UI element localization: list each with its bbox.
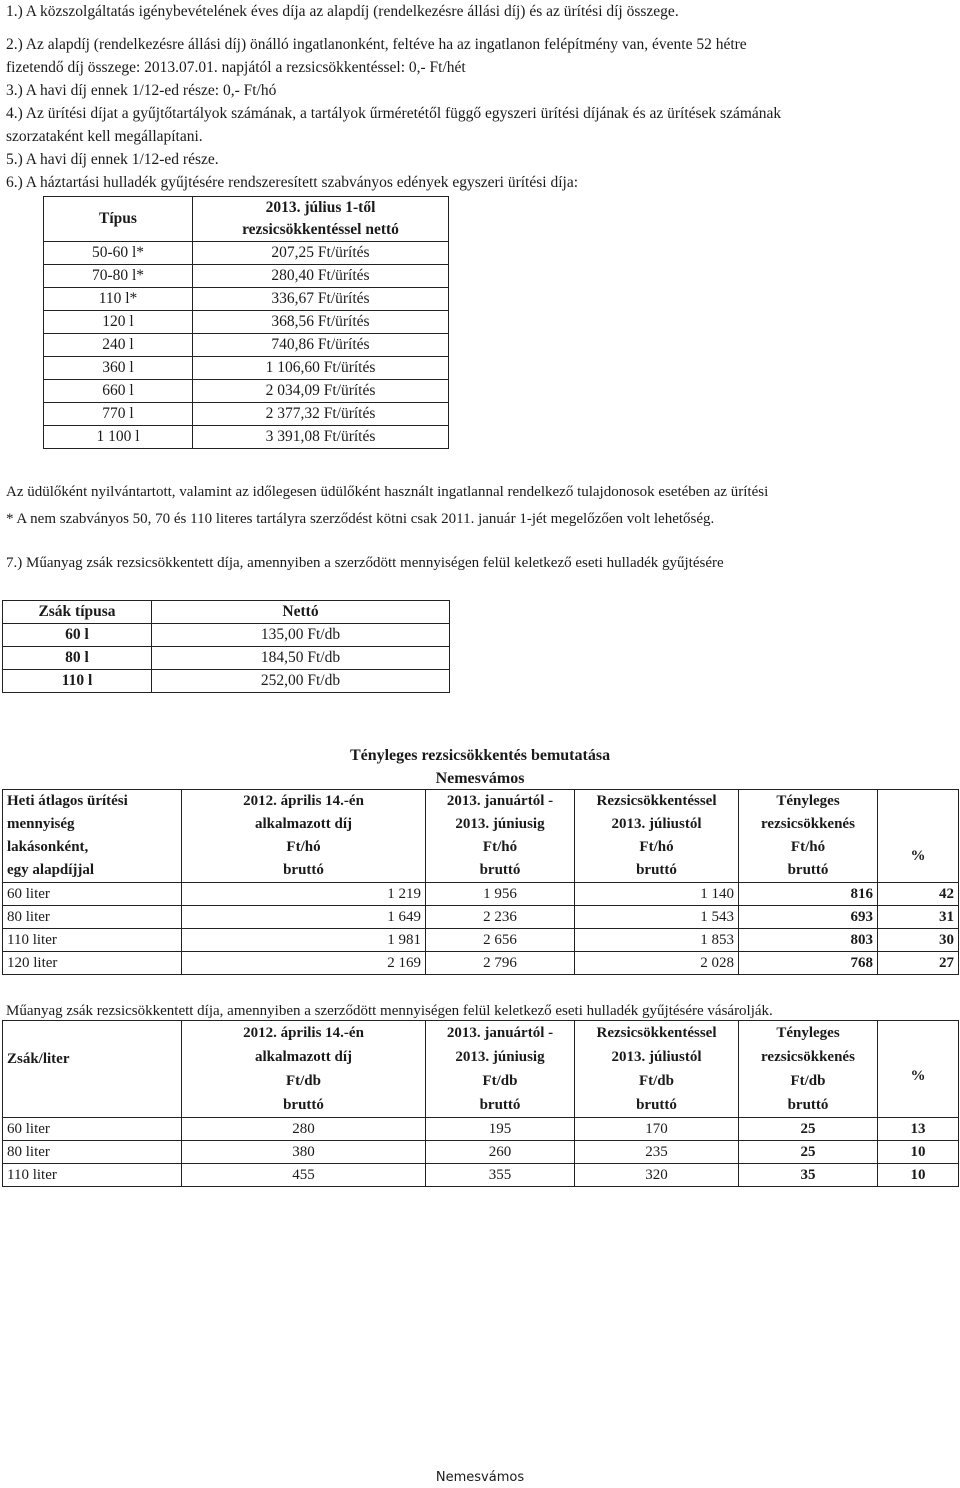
cell-v1: 380 — [182, 1141, 426, 1164]
cell-v2: 355 — [426, 1164, 575, 1187]
cell-diff: 816 — [739, 883, 878, 906]
header-bag-col-3: 2013. januártól - 2013. júniusig Ft/db bruttó — [426, 1021, 575, 1118]
cell-label: 60 liter — [3, 883, 182, 906]
table-row — [44, 426, 449, 449]
intro-line-5: 4.) Az ürítési díjat a gyűjtőtartályok számának, a tartályok űrméretétől függő egyszeri ürítési díjának és az ürítések számának — [6, 105, 782, 122]
note-holiday: Az üdülőként nyilvántartott, valamint az időlegesen üdülőként használt ingatlannal rendelkező tulajdonosok esetében az ürítési — [6, 484, 769, 500]
cell-type: 70-80 l* — [44, 265, 193, 288]
cell-v1: 455 — [182, 1164, 426, 1187]
cell-diff: 693 — [739, 906, 878, 929]
cell-v3: 320 — [575, 1164, 739, 1187]
demo-table — [2, 789, 959, 975]
cell-label: 80 liter — [3, 906, 182, 929]
page-footer: Nemesvámos — [435, 1470, 525, 1485]
cell-diff: 768 — [739, 952, 878, 975]
cell-v3: 1 543 — [575, 906, 739, 929]
cell-type: 240 l — [44, 334, 193, 357]
bin-fee-table — [43, 196, 449, 449]
demo-title: Tényleges rezsicsökkentés bemutatása — [349, 747, 611, 764]
cell-type: 60 l — [3, 624, 152, 647]
cell-value: 3 391,08 Ft/ürítés — [193, 426, 449, 449]
table-row — [44, 265, 449, 288]
cell-type: 770 l — [44, 403, 193, 426]
item-7: 7.) Műanyag zsák rezsicsökkentett díja, amennyiben a szerződött mennyiségen felül keletkező eseti hulladék gyűjtésére — [6, 555, 724, 571]
header-col-4: Rezsicsökkentéssel 2013. júliustól Ft/hó bruttó — [575, 790, 739, 883]
table-row — [44, 357, 449, 380]
cell-type: 80 l — [3, 647, 152, 670]
note-star: * A nem szabványos 50, 70 és 110 literes tartályra szerződést kötni csak 2011. január 1-jét megelőzően volt lehetőség. — [6, 511, 715, 527]
cell-type: 360 l — [44, 357, 193, 380]
header-value-line-1: 2013. július 1-től — [193, 197, 449, 220]
cell-diff: 803 — [739, 929, 878, 952]
cell-pct: 42 — [878, 883, 959, 906]
header-bag-col-2: 2012. április 14.-én alkalmazott díj Ft/db bruttó — [182, 1021, 426, 1118]
cell-v1: 1 219 — [182, 883, 426, 906]
cell-value: 252,00 Ft/db — [152, 670, 450, 693]
table-row — [44, 403, 449, 426]
header-bag-col-4: Rezsicsökkentéssel 2013. júliustól Ft/db bruttó — [575, 1021, 739, 1118]
table-row — [3, 624, 450, 647]
cell-pct: 31 — [878, 906, 959, 929]
intro-line-7: 5.) A havi díj ennek 1/12-ed része. — [6, 151, 219, 168]
cell-value: 2 034,09 Ft/ürítés — [193, 380, 449, 403]
table-header-row — [3, 790, 959, 883]
table-row — [3, 1118, 959, 1141]
table-row — [3, 647, 450, 670]
cell-diff: 25 — [739, 1118, 878, 1141]
cell-type: 1 100 l — [44, 426, 193, 449]
cell-v2: 260 — [426, 1141, 575, 1164]
table-header-row — [3, 601, 450, 624]
header-bag-pct: % — [878, 1021, 959, 1118]
cell-pct: 13 — [878, 1118, 959, 1141]
table-header-row — [44, 197, 449, 220]
cell-label: 110 liter — [3, 929, 182, 952]
table-row — [44, 288, 449, 311]
cell-v3: 1 853 — [575, 929, 739, 952]
cell-v3: 235 — [575, 1141, 739, 1164]
header-col-2: 2012. április 14.-én alkalmazott díj Ft/hó bruttó — [182, 790, 426, 883]
cell-diff: 35 — [739, 1164, 878, 1187]
cell-v2: 195 — [426, 1118, 575, 1141]
cell-v2: 2 656 — [426, 929, 575, 952]
cell-pct: 10 — [878, 1141, 959, 1164]
header-col-1: Heti átlagos ürítési mennyiség lakásonként, egy alapdíjjal — [3, 790, 182, 883]
header-bag-col-5: Tényleges rezsicsökkenés Ft/db bruttó — [739, 1021, 878, 1118]
cell-v1: 1 981 — [182, 929, 426, 952]
table-row — [3, 670, 450, 693]
cell-value: 336,67 Ft/ürítés — [193, 288, 449, 311]
cell-type: 110 l — [3, 670, 152, 693]
cell-pct: 10 — [878, 1164, 959, 1187]
intro-line-4: 3.) A havi díj ennek 1/12-ed része: 0,- Ft/hó — [6, 82, 277, 99]
cell-type: 120 l — [44, 311, 193, 334]
header-col-5: Tényleges rezsicsökkenés Ft/hó bruttó — [739, 790, 878, 883]
intro-line-8: 6.) A háztartási hulladék gyűjtésére rendszeresített szabványos edények egyszeri ürítési díja: — [6, 174, 579, 191]
cell-v1: 2 169 — [182, 952, 426, 975]
cell-v1: 280 — [182, 1118, 426, 1141]
table-row — [3, 1164, 959, 1187]
cell-label: 120 liter — [3, 952, 182, 975]
table-row — [44, 334, 449, 357]
cell-label: 110 liter — [3, 1164, 182, 1187]
cell-v3: 1 140 — [575, 883, 739, 906]
cell-value: 280,40 Ft/ürítés — [193, 265, 449, 288]
header-bag-col-1: Zsák/liter — [3, 1021, 182, 1118]
table-row — [44, 311, 449, 334]
header-bag-type: Zsák típusa — [3, 601, 152, 624]
cell-v2: 1 956 — [426, 883, 575, 906]
intro-line-1: 1.) A közszolgáltatás igénybevételének éves díja az alapdíj (rendelkezésre állási díj) és az ürítési díj összege. — [6, 3, 679, 20]
cell-v3: 170 — [575, 1118, 739, 1141]
cell-value: 135,00 Ft/db — [152, 624, 450, 647]
cell-type: 660 l — [44, 380, 193, 403]
table-row — [44, 242, 449, 265]
table-row — [44, 380, 449, 403]
cell-value: 207,25 Ft/ürítés — [193, 242, 449, 265]
cell-v1: 1 649 — [182, 906, 426, 929]
intro-line-6: szorzataként kell megállapítani. — [6, 128, 203, 145]
bag-fee-table — [2, 600, 450, 693]
cell-value: 368,56 Ft/ürítés — [193, 311, 449, 334]
table-header-row — [3, 1021, 959, 1118]
cell-label: 80 liter — [3, 1141, 182, 1164]
table-row — [3, 952, 959, 975]
cell-pct: 27 — [878, 952, 959, 975]
demo-subtitle: Nemesvámos — [435, 770, 525, 787]
bag-demo-table — [2, 1020, 959, 1187]
table-row — [3, 929, 959, 952]
intro-line-2: 2.) Az alapdíj (rendelkezésre állási díj) önálló ingatlanonként, feltéve ha az ingatlanon felépítmény van, évente 52 hétre — [6, 36, 747, 53]
header-col-3: 2013. januártól - 2013. júniusig Ft/hó bruttó — [426, 790, 575, 883]
header-bag-value: Nettó — [152, 601, 450, 624]
header-pct: % — [878, 790, 959, 883]
cell-value: 2 377,32 Ft/ürítés — [193, 403, 449, 426]
cell-value: 740,86 Ft/ürítés — [193, 334, 449, 357]
table-row — [3, 906, 959, 929]
cell-v2: 2 236 — [426, 906, 575, 929]
cell-label: 60 liter — [3, 1118, 182, 1141]
cell-value: 184,50 Ft/db — [152, 647, 450, 670]
cell-v3: 2 028 — [575, 952, 739, 975]
cell-v2: 2 796 — [426, 952, 575, 975]
cell-type: 110 l* — [44, 288, 193, 311]
header-value-line-2: rezsicsökkentéssel nettó — [193, 219, 449, 242]
table-row — [3, 883, 959, 906]
intro-line-3: fizetendő díj összege: 2013.07.01. napjától a rezsicsökkentéssel: 0,- Ft/hét — [6, 59, 466, 76]
cell-diff: 25 — [739, 1141, 878, 1164]
header-type: Típus — [44, 197, 193, 242]
cell-type: 50-60 l* — [44, 242, 193, 265]
bag-note: Műanyag zsák rezsicsökkentett díja, amennyiben a szerződött mennyiségen felül keletkező eseti hulladék gyűjtésére vásárolják. — [6, 1003, 773, 1019]
cell-value: 1 106,60 Ft/ürítés — [193, 357, 449, 380]
table-row — [3, 1141, 959, 1164]
cell-pct: 30 — [878, 929, 959, 952]
